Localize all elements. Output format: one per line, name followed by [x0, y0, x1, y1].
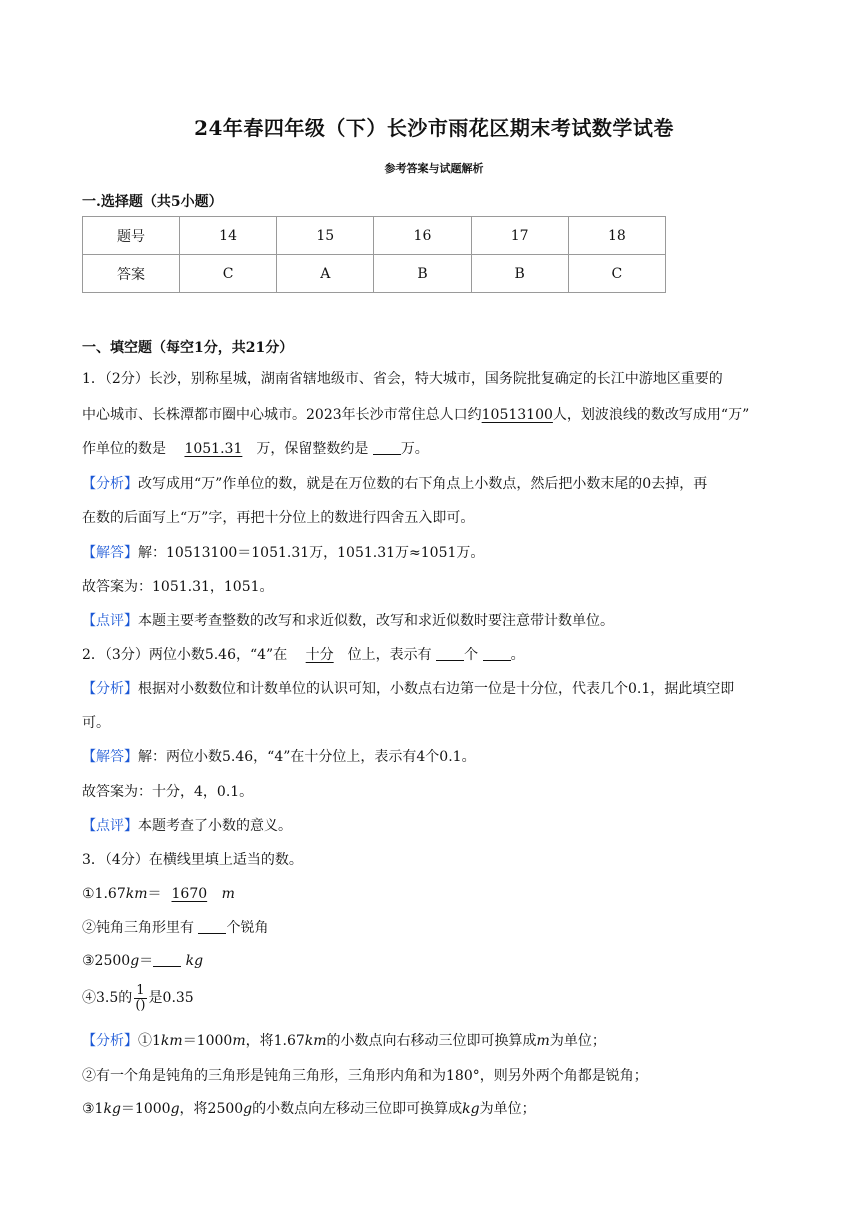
q1-line: 作单位的数是 1051.31 万，保留整数约是 万。	[82, 441, 429, 457]
answer-tag: 【解答】	[82, 545, 138, 561]
fill-blank: 1051.31	[184, 441, 243, 457]
table-row	[83, 255, 666, 293]
empty-blank	[483, 646, 511, 661]
comment-tag: 【点评】	[82, 818, 138, 834]
table-cell: 14	[180, 217, 277, 255]
wavy-underlined-number: 10513100	[481, 407, 553, 423]
table-header-cell: 答案	[83, 255, 180, 293]
q2-line: 2．（3分）两位小数5.46，“4”在 十分 位上，表示有 个 。	[82, 647, 525, 663]
fill-blank: 1670	[171, 886, 208, 902]
analysis-tag: 【分析】	[82, 476, 138, 492]
table-cell: 16	[374, 217, 471, 255]
analysis-tag: 【分析】	[82, 681, 138, 697]
empty-blank	[198, 919, 226, 934]
q1-line: 中心城市、长株潭都市圈中心城市。2023年长沙市常住总人口约10513100人，划波浪线的数改写成用“万”	[82, 407, 750, 423]
q3-analysis: ③1kg＝1000g，将2500g的小数点向左移动三位即可换算成kg为单位；	[82, 1101, 536, 1117]
analysis-tag: 【分析】	[82, 1033, 138, 1049]
page-subtitle: 参考答案与试题解析	[384, 162, 484, 175]
comment-tag: 【点评】	[82, 613, 138, 629]
q3-line: 3．（4分）在横线里填上适当的数。	[82, 852, 303, 868]
q1-answer: 【解答】解：10513100＝1051.31万，1051.31万≈1051万。	[82, 545, 485, 561]
answer-tag: 【解答】	[82, 749, 138, 765]
q3-analysis: 【分析】①1km＝1000m，将1.67km的小数点向右移动三位即可换算成m为单位；	[82, 1033, 606, 1049]
q1-analysis: 在数的后面写上“万”字，再把十分位上的数进行四舍五入即可。	[82, 510, 475, 526]
empty-blank	[153, 952, 181, 967]
empty-blank	[373, 440, 401, 455]
section-heading-choice: 一.选择题（共5小题）	[82, 194, 223, 210]
q2-answer: 【解答】解：两位小数5.46，“4”在十分位上，表示有4个0.1。	[82, 749, 476, 765]
q1-comment: 【点评】本题主要考查整数的改写和求近似数，改写和求近似数时要注意带计数单位。	[82, 613, 614, 629]
table-cell: 17	[471, 217, 568, 255]
answer-table	[82, 216, 666, 293]
q3-item: ①1.67km＝ 1670 m	[82, 886, 235, 902]
table-row	[83, 217, 666, 255]
q1-analysis: 【分析】改写成用“万”作单位的数，就是在万位数的右下角点上小数点，然后把小数末尾的0去掉，再	[82, 476, 708, 492]
fill-blank: 十分	[305, 647, 334, 663]
q2-answer: 故答案为：十分，4，0.1。	[82, 784, 254, 800]
table-cell: 15	[277, 217, 374, 255]
q1-answer: 故答案为：1051.31，1051。	[82, 579, 274, 595]
table-cell: A	[277, 255, 374, 293]
q3-analysis: ②有一个角是钝角的三角形是钝角三角形，三角形内角和为180°，则另外两个角都是锐角；	[82, 1068, 648, 1084]
table-cell: C	[180, 255, 277, 293]
q3-item: ②钝角三角形里有 个锐角	[82, 920, 269, 936]
q3-item: ③2500g＝ kg	[82, 953, 204, 969]
table-cell: B	[471, 255, 568, 293]
page-title: 24年春四年级（下）长沙市雨花区期末考试数学试卷	[194, 116, 674, 140]
q2-analysis: 可。	[82, 715, 110, 731]
table-cell: B	[374, 255, 471, 293]
table-cell: C	[568, 255, 665, 293]
table-cell: 18	[568, 217, 665, 255]
q2-comment: 【点评】本题考查了小数的意义。	[82, 818, 292, 834]
section-heading-fill: 一、填空题（每空1分，共21分）	[82, 340, 294, 356]
fraction: $\frac{1}{()}$	[135, 982, 146, 1013]
q2-analysis: 【分析】根据对小数数位和计数单位的认识可知，小数点右边第一位是十分位，代表几个0.1，据此填空即	[82, 681, 735, 697]
empty-blank	[436, 646, 464, 661]
q3-item: ④3.5的 $\frac{1}{()}$ 是0.35	[82, 982, 194, 1013]
q1-line: 1．（2分）长沙，别称星城，湖南省辖地级市、省会，特大城市，国务院批复确定的长江中游地区重要的	[82, 371, 723, 387]
table-header-cell: 题号	[83, 217, 180, 255]
